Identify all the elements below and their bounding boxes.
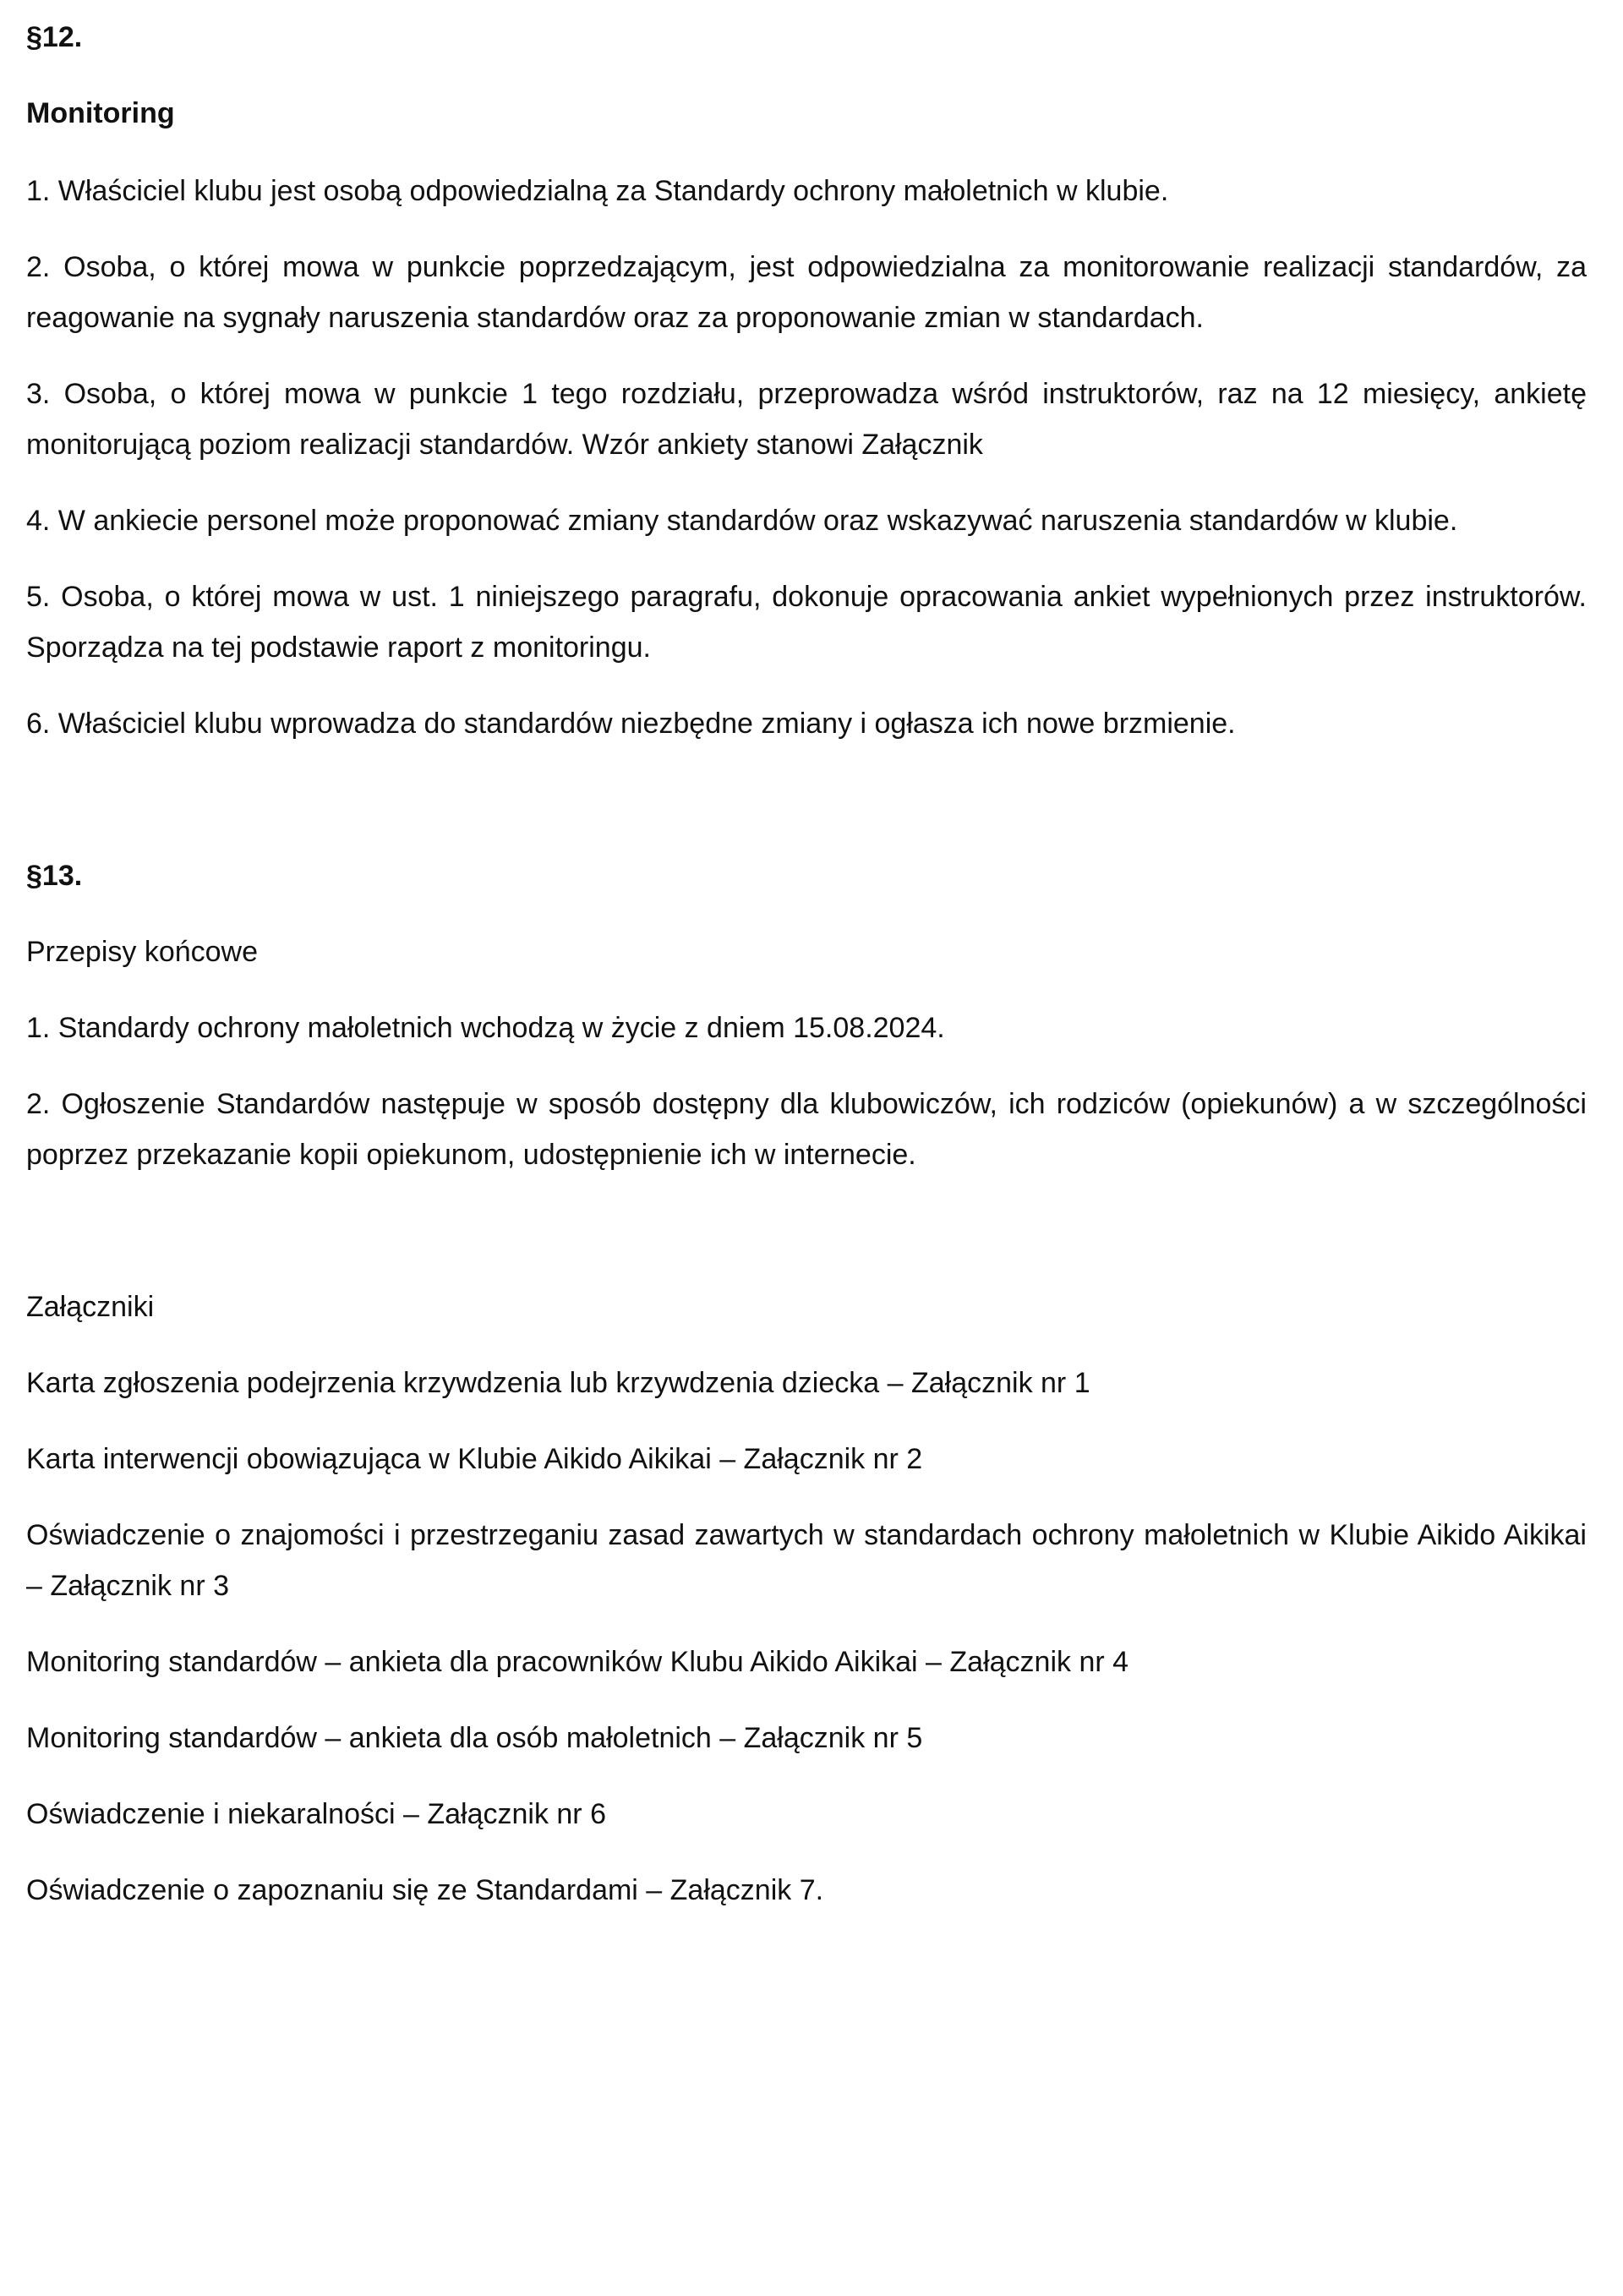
attachment-item-5: Monitoring standardów – ankieta dla osób małoletnich – Załącznik nr 5 — [26, 1722, 923, 1754]
section-12-item-3: 3. Osoba, o której mowa w punkcie 1 tego rozdziału, przeprowadza wśród instruktorów, raz na 12 miesięcy, ankietę monitorującą poziom realizacji standardów. Wzór ankiety stanowi Załącznik — [26, 378, 1587, 461]
section-12-item-5: 5. Osoba, o której mowa w ust. 1 niniejszego paragrafu, dokonuje opracowania ankiet wypełnionych przez instruktorów. Sporządza na tej podstawie raport z monitoringu. — [26, 581, 1587, 664]
section-12-item-4: 4. W ankiecie personel może proponować zmiany standardów oraz wskazywać naruszenia standardów w klubie. — [26, 505, 1458, 537]
attachment-item-3: Oświadczenie o znajomości i przestrzeganiu zasad zawartych w standardach ochrony małoletnich w Klubie Aikido Aikikai – Załącznik nr 3 — [26, 1519, 1587, 1602]
attachment-item-4: Monitoring standardów – ankieta dla pracowników Klubu Aikido Aikikai – Załącznik nr 4 — [26, 1646, 1129, 1678]
section-12-heading: §12. — [26, 21, 83, 53]
attachment-item-6: Oświadczenie i niekaralności – Załącznik nr 6 — [26, 1798, 606, 1830]
section-13-item-1: 1. Standardy ochrony małoletnich wchodzą w życie z dniem 15.08.2024. — [26, 1012, 945, 1044]
attachment-item-2: Karta interwencji obowiązująca w Klubie Aikido Aikikai – Załącznik nr 2 — [26, 1443, 923, 1475]
section-13-title: Przepisy końcowe — [26, 936, 259, 968]
section-12-item-1: 1. Właściciel klubu jest osobą odpowiedzialną za Standardy ochrony małoletnich w klubie. — [26, 175, 1169, 207]
section-12-item-6: 6. Właściciel klubu wprowadza do standardów niezbędne zmiany i ogłasza ich nowe brzmienie. — [26, 708, 1236, 740]
section-12-title: Monitoring — [26, 97, 175, 129]
attachment-item-7: Oświadczenie o zapoznaniu się ze Standardami – Załącznik 7. — [26, 1874, 824, 1906]
section-13-heading: §13. — [26, 860, 83, 892]
attachments-title: Załączniki — [26, 1291, 155, 1323]
attachment-item-1: Karta zgłoszenia podejrzenia krzywdzenia lub krzywdzenia dziecka – Załącznik nr 1 — [26, 1367, 1090, 1399]
section-13-item-2: 2. Ogłoszenie Standardów następuje w sposób dostępny dla klubowiczów, ich rodziców (opiekunów) a w szczególności poprzez przekazanie kopii opiekunom, udostępnienie ich w internecie. — [26, 1088, 1587, 1171]
section-12-item-2: 2. Osoba, o której mowa w punkcie poprzedzającym, jest odpowiedzialna za monitorowanie realizacji standardów, za reagowanie na sygnały naruszenia standardów oraz za proponowanie zmian w standardach. — [26, 251, 1587, 334]
